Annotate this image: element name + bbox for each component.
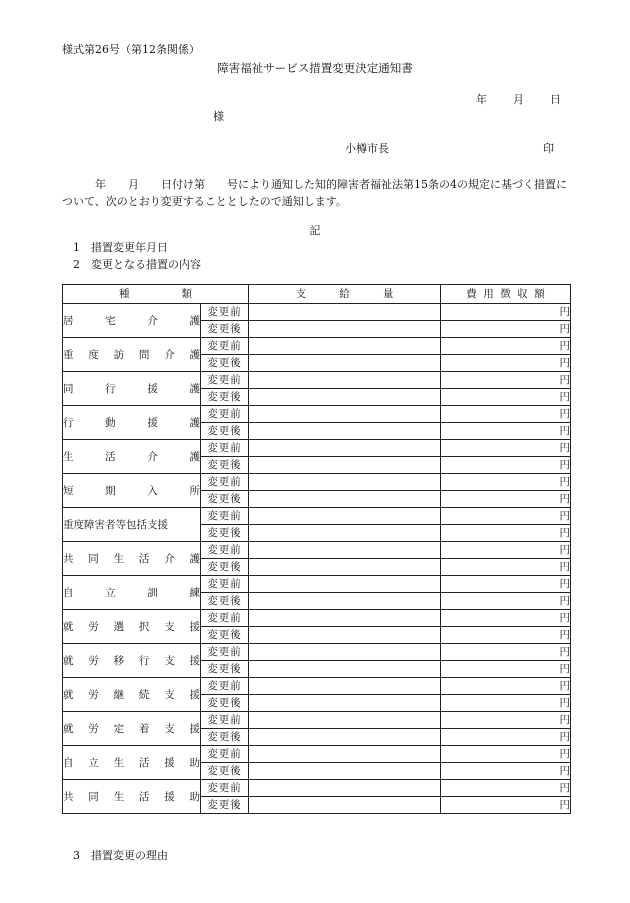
yen-unit: 円 xyxy=(559,357,570,369)
service-type-char: 支 xyxy=(164,654,175,667)
fee-cell xyxy=(441,389,571,406)
amount-cell xyxy=(249,542,441,559)
amount-cell xyxy=(249,610,441,627)
service-type-char: 所 xyxy=(189,484,200,497)
service-type-char: 支 xyxy=(164,620,175,633)
service-type-char: 行 xyxy=(105,382,116,395)
service-type-char: 訪 xyxy=(113,348,125,361)
amount-cell xyxy=(249,491,441,508)
amount-cell xyxy=(249,372,441,389)
service-type-char: 援 xyxy=(189,620,200,633)
fee-cell xyxy=(441,423,571,440)
service-type-char: 支 xyxy=(164,688,175,701)
service-type-char: 択 xyxy=(138,620,150,633)
service-type-char: 就 xyxy=(63,688,74,701)
service-type-char: 護 xyxy=(189,382,200,395)
amount-cell xyxy=(249,644,441,661)
yen-unit: 円 xyxy=(559,544,570,556)
amount-cell xyxy=(249,593,441,610)
after-change-label: 変更後 xyxy=(201,389,249,406)
fee-cell xyxy=(441,372,571,389)
service-type-cell xyxy=(63,780,201,814)
service-type-char: 重 xyxy=(63,348,74,361)
header-char: 徴 xyxy=(500,288,511,300)
header-char: 用 xyxy=(483,288,494,300)
before-change-label: 変更前 xyxy=(201,440,249,457)
header-char: 額 xyxy=(534,288,545,300)
section-1-heading: 1 措置変更年月日 xyxy=(73,241,168,254)
table-row xyxy=(63,304,571,321)
amount-cell xyxy=(249,508,441,525)
header-fee xyxy=(441,285,571,304)
before-change-label: 変更前 xyxy=(201,610,249,627)
measures-table xyxy=(62,284,571,814)
table-row xyxy=(63,780,571,797)
service-type-char: 動 xyxy=(105,416,116,429)
service-type-char: 問 xyxy=(138,348,150,361)
service-type-char: 自 xyxy=(63,586,74,599)
fee-cell xyxy=(441,304,571,321)
before-change-label: 変更前 xyxy=(201,576,249,593)
service-type-char: 生 xyxy=(113,756,125,769)
after-change-label: 変更後 xyxy=(201,423,249,440)
issuer-name: 小樽市長 xyxy=(345,142,389,155)
body-text: 年 月 日付け第 号により通知した知的障害者福祉法第15条の4の規定に基づく措置について、次のとおり変更することとしたので通知します。 xyxy=(62,178,567,208)
header-char: 費 xyxy=(466,288,477,300)
before-change-label: 変更前 xyxy=(201,372,249,389)
after-change-label: 変更後 xyxy=(201,559,249,576)
yen-unit: 円 xyxy=(559,748,570,760)
service-type-char: 労 xyxy=(88,688,99,701)
service-type-char: 護 xyxy=(189,552,200,565)
form-number: 様式第26号（第12条関係） xyxy=(62,43,200,56)
table-row xyxy=(63,712,571,729)
before-change-label: 変更前 xyxy=(201,508,249,525)
service-type-char: 自 xyxy=(63,756,74,769)
yen-unit: 円 xyxy=(559,493,570,505)
fee-cell xyxy=(441,406,571,423)
yen-unit: 円 xyxy=(559,731,570,743)
amount-cell xyxy=(249,559,441,576)
before-change-label: 変更前 xyxy=(201,644,249,661)
fee-cell xyxy=(441,321,571,338)
amount-cell xyxy=(249,338,441,355)
before-change-label: 変更前 xyxy=(201,304,249,321)
service-type-cell xyxy=(63,372,201,406)
table-row xyxy=(63,542,571,559)
amount-cell xyxy=(249,525,441,542)
service-type-char: 介 xyxy=(164,348,175,361)
header-char: 種 xyxy=(119,288,130,300)
table-row xyxy=(63,644,571,661)
after-change-label: 変更後 xyxy=(201,627,249,644)
fee-cell xyxy=(441,678,571,695)
after-change-label: 変更後 xyxy=(201,593,249,610)
before-change-label: 変更前 xyxy=(201,338,249,355)
service-type-char: 訓 xyxy=(147,586,158,599)
service-type-cell xyxy=(63,474,201,508)
amount-cell xyxy=(249,780,441,797)
ki-heading: 記 xyxy=(309,224,321,237)
service-type-char: 入 xyxy=(147,484,158,497)
yen-unit: 円 xyxy=(559,629,570,641)
service-type-char: 活 xyxy=(138,790,150,803)
yen-unit: 円 xyxy=(559,527,570,539)
document-title: 障害福祉サービス措置変更決定通知書 xyxy=(217,61,413,75)
fee-cell xyxy=(441,780,571,797)
amount-cell xyxy=(249,678,441,695)
service-type-cell xyxy=(63,644,201,678)
service-type-char: 労 xyxy=(88,654,99,667)
fee-cell xyxy=(441,712,571,729)
service-type-char: 共 xyxy=(63,790,74,803)
section-2-heading: 2 変更となる措置の内容 xyxy=(73,258,201,271)
fee-cell xyxy=(441,593,571,610)
after-change-label: 変更後 xyxy=(201,695,249,712)
yen-unit: 円 xyxy=(559,680,570,692)
fee-cell xyxy=(441,797,571,814)
service-type-char: 度 xyxy=(88,348,99,361)
service-type-cell xyxy=(63,508,201,542)
service-type-char: 続 xyxy=(138,688,150,701)
service-type-char: 助 xyxy=(189,756,200,769)
table-row xyxy=(63,610,571,627)
service-type-char: 活 xyxy=(138,552,150,565)
month-label: 月 xyxy=(513,93,524,106)
yen-unit: 円 xyxy=(559,765,570,777)
yen-unit: 円 xyxy=(559,782,570,794)
table-header-row xyxy=(63,285,571,304)
yen-unit: 円 xyxy=(559,646,570,658)
service-type-char: 同 xyxy=(88,790,99,803)
fee-cell xyxy=(441,661,571,678)
yen-unit: 円 xyxy=(559,697,570,709)
amount-cell xyxy=(249,627,441,644)
service-type-cell xyxy=(63,304,201,338)
service-type-char: 共 xyxy=(63,552,74,565)
yen-unit: 円 xyxy=(559,510,570,522)
after-change-label: 変更後 xyxy=(201,729,249,746)
fee-cell xyxy=(441,355,571,372)
amount-cell xyxy=(249,661,441,678)
service-type-char: 移 xyxy=(113,654,125,667)
service-type-char: 行 xyxy=(138,654,150,667)
service-type-char: 重度障害者等包括支援 xyxy=(63,518,168,531)
table-row xyxy=(63,508,571,525)
fee-cell xyxy=(441,695,571,712)
after-change-label: 変更後 xyxy=(201,355,249,372)
service-type-char: 活 xyxy=(138,756,150,769)
service-type-char: 生 xyxy=(63,450,74,463)
fee-cell xyxy=(441,610,571,627)
amount-cell xyxy=(249,321,441,338)
before-change-label: 変更前 xyxy=(201,780,249,797)
amount-cell xyxy=(249,695,441,712)
after-change-label: 変更後 xyxy=(201,525,249,542)
yen-unit: 円 xyxy=(559,374,570,386)
header-char: 給 xyxy=(339,288,350,300)
yen-unit: 円 xyxy=(559,323,570,335)
fee-cell xyxy=(441,525,571,542)
service-type-char: 援 xyxy=(189,688,200,701)
after-change-label: 変更後 xyxy=(201,661,249,678)
table-row xyxy=(63,678,571,695)
fee-cell xyxy=(441,729,571,746)
amount-cell xyxy=(249,474,441,491)
amount-cell xyxy=(249,746,441,763)
header-char: 量 xyxy=(382,288,394,300)
service-type-char: 活 xyxy=(105,450,116,463)
yen-unit: 円 xyxy=(559,595,570,607)
before-change-label: 変更前 xyxy=(201,542,249,559)
before-change-label: 変更前 xyxy=(201,474,249,491)
amount-cell xyxy=(249,304,441,321)
after-change-label: 変更後 xyxy=(201,763,249,780)
fee-cell xyxy=(441,627,571,644)
service-type-char: 就 xyxy=(63,722,74,735)
table-row xyxy=(63,746,571,763)
service-type-char: 生 xyxy=(113,552,125,565)
service-type-char: 行 xyxy=(63,416,74,429)
amount-cell xyxy=(249,389,441,406)
after-change-label: 変更後 xyxy=(201,797,249,814)
service-type-cell xyxy=(63,576,201,610)
service-type-char: 介 xyxy=(147,314,158,327)
yen-unit: 円 xyxy=(559,459,570,471)
service-type-char: 援 xyxy=(164,756,175,769)
service-type-cell xyxy=(63,338,201,372)
after-change-label: 変更後 xyxy=(201,457,249,474)
before-change-label: 変更前 xyxy=(201,678,249,695)
fee-cell xyxy=(441,763,571,780)
amount-cell xyxy=(249,457,441,474)
after-change-label: 変更後 xyxy=(201,321,249,338)
table-row xyxy=(63,440,571,457)
service-type-char: 護 xyxy=(189,314,200,327)
service-type-char: 宅 xyxy=(105,314,116,327)
fee-cell xyxy=(441,474,571,491)
table-row xyxy=(63,406,571,423)
yen-unit: 円 xyxy=(559,561,570,573)
service-type-char: 介 xyxy=(164,552,175,565)
service-type-char: 支 xyxy=(164,722,175,735)
service-type-char: 援 xyxy=(147,382,158,395)
fee-cell xyxy=(441,644,571,661)
yen-unit: 円 xyxy=(559,306,570,318)
addressee-suffix: 様 xyxy=(213,110,224,123)
fee-cell xyxy=(441,440,571,457)
service-type-char: 同 xyxy=(63,382,74,395)
day-label: 日 xyxy=(550,93,561,106)
table-row xyxy=(63,474,571,491)
service-type-char: 援 xyxy=(164,790,175,803)
fee-cell xyxy=(441,457,571,474)
table-row xyxy=(63,372,571,389)
header-amount xyxy=(249,285,441,304)
service-type-char: 定 xyxy=(113,722,125,735)
amount-cell xyxy=(249,355,441,372)
yen-unit: 円 xyxy=(559,612,570,624)
service-type-cell xyxy=(63,746,201,780)
yen-unit: 円 xyxy=(559,799,570,811)
fee-cell xyxy=(441,746,571,763)
after-change-label: 変更後 xyxy=(201,491,249,508)
service-type-char: 介 xyxy=(147,450,158,463)
header-type xyxy=(63,285,249,304)
service-type-char: 援 xyxy=(147,416,158,429)
yen-unit: 円 xyxy=(559,391,570,403)
header-char: 支 xyxy=(295,288,307,300)
yen-unit: 円 xyxy=(559,714,570,726)
yen-unit: 円 xyxy=(559,476,570,488)
yen-unit: 円 xyxy=(559,578,570,590)
amount-cell xyxy=(249,576,441,593)
service-type-char: 労 xyxy=(88,620,99,633)
fee-cell xyxy=(441,559,571,576)
amount-cell xyxy=(249,797,441,814)
service-type-char: 就 xyxy=(63,620,74,633)
fee-cell xyxy=(441,508,571,525)
header-char: 収 xyxy=(517,288,528,300)
amount-cell xyxy=(249,729,441,746)
service-type-char: 就 xyxy=(63,654,74,667)
yen-unit: 円 xyxy=(559,442,570,454)
service-type-char: 援 xyxy=(189,654,200,667)
service-type-char: 選 xyxy=(113,620,125,633)
service-type-char: 居 xyxy=(63,314,74,327)
yen-unit: 円 xyxy=(559,425,570,437)
service-type-char: 立 xyxy=(105,586,116,599)
fee-cell xyxy=(441,542,571,559)
service-type-char: 着 xyxy=(138,722,150,735)
service-type-char: 同 xyxy=(88,552,99,565)
amount-cell xyxy=(249,763,441,780)
fee-cell xyxy=(441,576,571,593)
service-type-char: 生 xyxy=(113,790,125,803)
service-type-char: 練 xyxy=(189,586,200,599)
service-type-cell xyxy=(63,542,201,576)
table-row xyxy=(63,338,571,355)
yen-unit: 円 xyxy=(559,408,570,420)
header-char: 類 xyxy=(181,288,192,300)
service-type-cell xyxy=(63,678,201,712)
amount-cell xyxy=(249,440,441,457)
section-3-heading: 3 措置変更の理由 xyxy=(73,849,168,862)
service-type-char: 助 xyxy=(189,790,200,803)
before-change-label: 変更前 xyxy=(201,746,249,763)
service-type-char: 継 xyxy=(113,688,125,701)
fee-cell xyxy=(441,491,571,508)
service-type-char: 援 xyxy=(189,722,200,735)
service-type-char: 護 xyxy=(189,416,200,429)
year-label: 年 xyxy=(476,93,487,106)
service-type-char: 労 xyxy=(88,722,99,735)
service-type-char: 期 xyxy=(105,484,116,497)
before-change-label: 変更前 xyxy=(201,406,249,423)
yen-unit: 円 xyxy=(559,663,570,675)
amount-cell xyxy=(249,712,441,729)
amount-cell xyxy=(249,406,441,423)
service-type-char: 短 xyxy=(63,484,74,497)
yen-unit: 円 xyxy=(559,340,570,352)
fee-cell xyxy=(441,338,571,355)
date-line xyxy=(476,94,561,105)
before-change-label: 変更前 xyxy=(201,712,249,729)
service-type-cell xyxy=(63,610,201,644)
service-type-char: 立 xyxy=(88,756,99,769)
table-row xyxy=(63,576,571,593)
service-type-char: 護 xyxy=(189,348,200,361)
service-type-cell xyxy=(63,712,201,746)
service-type-cell xyxy=(63,406,201,440)
seal-mark: 印 xyxy=(543,142,554,155)
service-type-char: 護 xyxy=(189,450,200,463)
amount-cell xyxy=(249,423,441,440)
service-type-cell xyxy=(63,440,201,474)
